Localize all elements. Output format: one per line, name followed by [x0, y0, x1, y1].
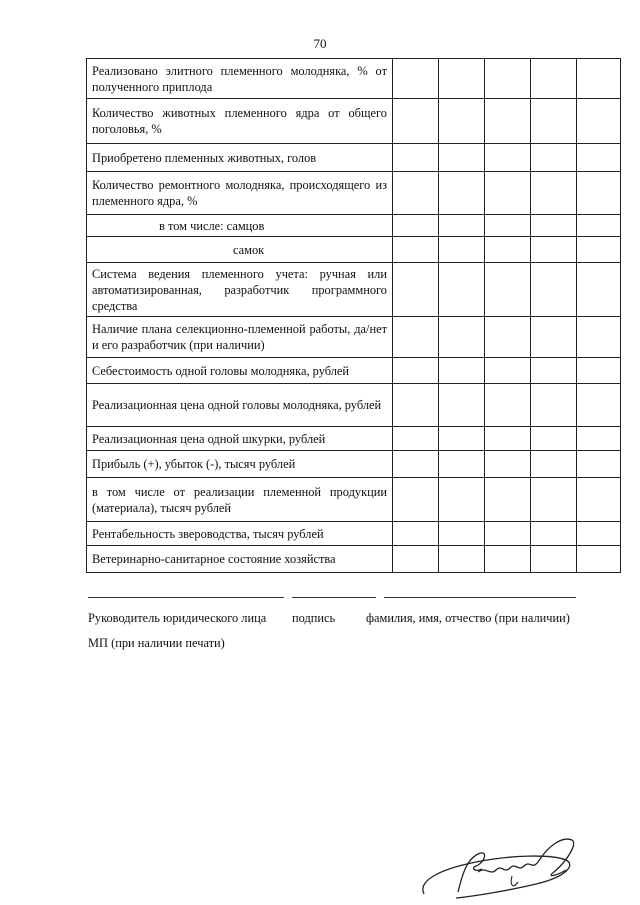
- table-row: [87, 263, 621, 317]
- value-cell: [485, 522, 531, 546]
- value-cell: [577, 59, 621, 99]
- value-cell: [485, 59, 531, 99]
- value-cell: [439, 144, 485, 172]
- row-label: Приобретено племенных животных, голов: [87, 144, 393, 172]
- value-cell: [393, 317, 439, 358]
- stamp-note: МП (при наличии печати): [88, 636, 225, 650]
- value-cell: [393, 237, 439, 263]
- value-cell: [485, 99, 531, 144]
- table-row: [87, 522, 621, 546]
- value-cell: [439, 59, 485, 99]
- page-number: 70: [313, 36, 327, 51]
- row-label: Количество ремонтного молодняка, происходящего из племенного ядра, %: [87, 172, 393, 215]
- value-cell: [439, 478, 485, 522]
- value-cell: [577, 451, 621, 478]
- row-label: Реализационная цена одной головы молодняка, рублей: [87, 384, 393, 427]
- handwritten-signature: [416, 832, 586, 902]
- value-cell: [393, 546, 439, 573]
- value-cell: [439, 237, 485, 263]
- value-cell: [531, 546, 577, 573]
- value-cell: [393, 522, 439, 546]
- value-cell: [577, 317, 621, 358]
- value-cell: [485, 317, 531, 358]
- signature-lines: [88, 597, 598, 603]
- value-cell: [531, 478, 577, 522]
- value-cell: [577, 237, 621, 263]
- value-cell: [485, 263, 531, 317]
- value-cell: [485, 215, 531, 237]
- table-row: [87, 358, 621, 384]
- signature-labels: [88, 611, 598, 629]
- value-cell: [393, 358, 439, 384]
- row-label: Наличие плана селекционно-племенной работы, да/нет и его разработчик (при наличии): [87, 317, 393, 358]
- value-cell: [577, 172, 621, 215]
- table-row: [87, 59, 621, 99]
- value-cell: [393, 172, 439, 215]
- value-cell: [485, 237, 531, 263]
- value-cell: [485, 546, 531, 573]
- value-cell: [531, 144, 577, 172]
- value-cell: [577, 384, 621, 427]
- value-cell: [393, 215, 439, 237]
- value-cell: [577, 427, 621, 451]
- value-cell: [393, 427, 439, 451]
- value-cell: [577, 522, 621, 546]
- row-label: в том числе: самцов: [87, 215, 393, 237]
- value-cell: [531, 99, 577, 144]
- value-cell: [531, 263, 577, 317]
- value-cell: [439, 215, 485, 237]
- value-cell: [577, 263, 621, 317]
- value-cell: [393, 451, 439, 478]
- value-cell: [439, 99, 485, 144]
- value-cell: [485, 478, 531, 522]
- value-cell: [577, 215, 621, 237]
- table-row: [87, 478, 621, 522]
- value-cell: [531, 237, 577, 263]
- value-cell: [393, 99, 439, 144]
- sign-label: подпись: [292, 611, 336, 625]
- table-row: [87, 384, 621, 427]
- value-cell: [531, 384, 577, 427]
- value-cell: [439, 546, 485, 573]
- value-cell: [531, 59, 577, 99]
- row-label: Система ведения племенного учета: ручная или автоматизированная, разработчик программного средства: [87, 263, 393, 317]
- table-row: [87, 427, 621, 451]
- livestock-report-table: [86, 58, 621, 573]
- table-row: [87, 144, 621, 172]
- value-cell: [485, 144, 531, 172]
- value-cell: [439, 172, 485, 215]
- value-cell: [439, 384, 485, 427]
- table-row: [87, 317, 621, 358]
- value-cell: [485, 427, 531, 451]
- table-row: [87, 215, 621, 237]
- row-label: Реализовано элитного племенного молодняка, % от полученного приплода: [87, 59, 393, 99]
- value-cell: [485, 451, 531, 478]
- value-cell: [393, 144, 439, 172]
- value-cell: [439, 451, 485, 478]
- value-cell: [439, 263, 485, 317]
- value-cell: [531, 215, 577, 237]
- row-label: Рентабельность звероводства, тысяч рублей: [87, 522, 393, 546]
- head-signature-line: [88, 597, 284, 598]
- value-cell: [439, 358, 485, 384]
- value-cell: [531, 358, 577, 384]
- value-cell: [439, 317, 485, 358]
- row-label: самок: [87, 237, 393, 263]
- row-label: в том числе от реализации племенной продукции (материала), тысяч рублей: [87, 478, 393, 522]
- value-cell: [485, 384, 531, 427]
- row-label: Ветеринарно-санитарное состояние хозяйства: [87, 546, 393, 573]
- row-label: Прибыль (+), убыток (-), тысяч рублей: [87, 451, 393, 478]
- value-cell: [577, 546, 621, 573]
- name-signature-line: [384, 597, 576, 598]
- row-label: Реализационная цена одной шкурки, рублей: [87, 427, 393, 451]
- value-cell: [485, 172, 531, 215]
- value-cell: [439, 522, 485, 546]
- head-label: Руководитель юридического лица: [88, 611, 267, 625]
- value-cell: [531, 317, 577, 358]
- value-cell: [531, 172, 577, 215]
- signature-block: [88, 597, 598, 629]
- value-cell: [485, 358, 531, 384]
- value-cell: [393, 263, 439, 317]
- value-cell: [577, 478, 621, 522]
- value-cell: [393, 478, 439, 522]
- row-label: Количество животных племенного ядра от общего поголовья, %: [87, 99, 393, 144]
- value-cell: [577, 99, 621, 144]
- row-label: Себестоимость одной головы молодняка, рублей: [87, 358, 393, 384]
- table-row: [87, 99, 621, 144]
- sign-signature-line: [292, 597, 376, 598]
- value-cell: [531, 451, 577, 478]
- table-row: [87, 546, 621, 573]
- value-cell: [577, 144, 621, 172]
- name-label: фамилия, имя, отчество (при наличии): [366, 611, 570, 625]
- table-row: [87, 237, 621, 263]
- table-row: [87, 172, 621, 215]
- value-cell: [531, 522, 577, 546]
- table-row: [87, 451, 621, 478]
- value-cell: [439, 427, 485, 451]
- value-cell: [393, 384, 439, 427]
- value-cell: [577, 358, 621, 384]
- value-cell: [393, 59, 439, 99]
- value-cell: [531, 427, 577, 451]
